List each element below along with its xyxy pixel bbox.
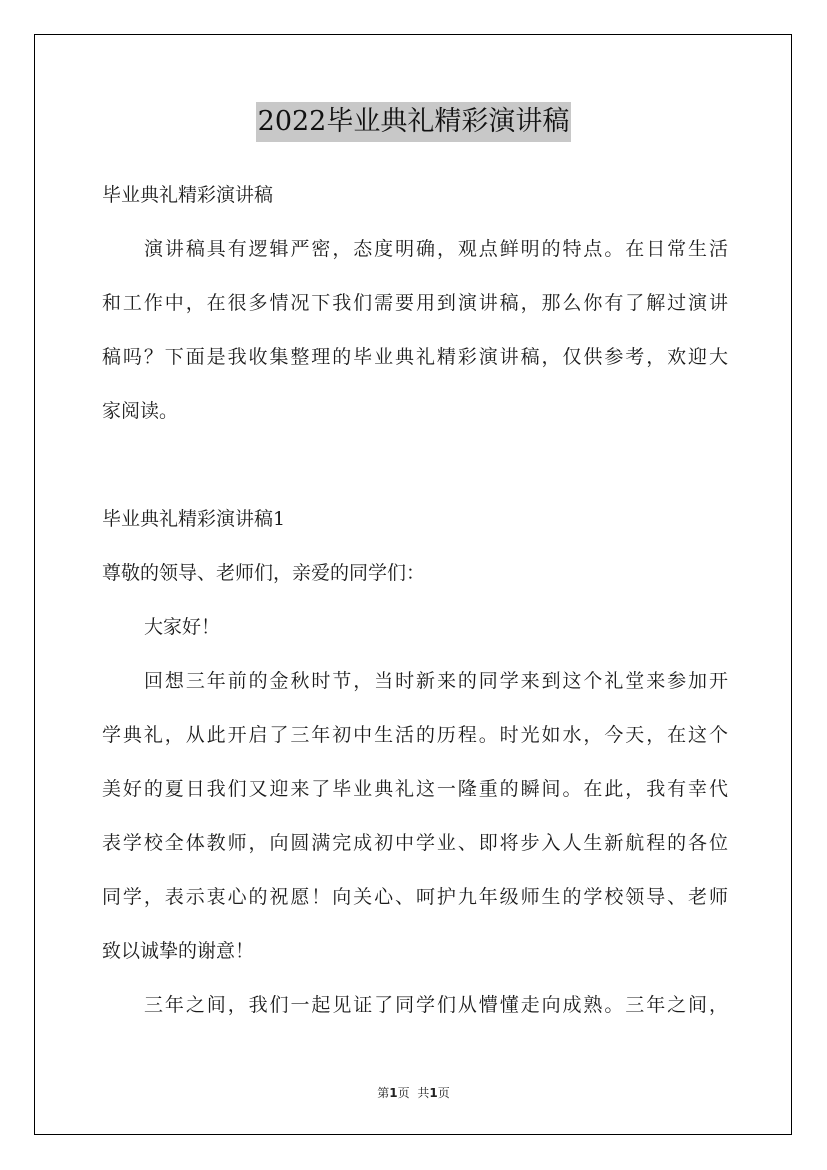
page-prefix: 第 [377,1086,390,1100]
title-area [0,102,827,142]
total-suffix: 页 [437,1086,450,1100]
page-current: 1 [389,1086,398,1100]
paragraph-line: 演讲稿具有逻辑严密，态度明确，观点鲜明的特点。在日常生活 [144,238,728,260]
total-prefix: 共 [417,1086,430,1100]
salutation-line: 尊敬的领导、老师们，亲爱的同学们： [102,562,426,584]
paragraph-line: 和工作中，在很多情况下我们需要用到演讲稿，那么你有了解过演讲 [102,292,728,314]
document-body [102,168,728,1032]
subtitle-line: 毕业典礼精彩演讲稿 [102,184,274,206]
paragraph-line: 稿吗？下面是我收集整理的毕业典礼精彩演讲稿，仅供参考，欢迎大 [102,346,728,368]
paragraph-line: 美好的夏日我们又迎来了毕业典礼这一隆重的瞬间。在此，我有幸代 [102,778,728,800]
greeting-line: 大家好！ [144,616,221,638]
paragraph-line: 回想三年前的金秋时节，当时新来的同学来到这个礼堂来参加开 [144,670,728,692]
paragraph-line: 同学，表示衷心的祝愿！向关心、呵护九年级师生的学校领导、老师 [102,886,728,908]
page-suffix: 页 [397,1086,410,1100]
document-title: 2022毕业典礼精彩演讲稿 [256,102,572,142]
page-footer [0,1084,827,1101]
paragraph-line: 学典礼，从此开启了三年初中生活的历程。时光如水，今天，在这个 [102,724,728,746]
section-heading: 毕业典礼精彩演讲稿1 [102,508,286,530]
paragraph-line: 表学校全体教师，向圆满完成初中学业、即将步入人生新航程的各位 [102,832,728,854]
paragraph-line: 家阅读。 [102,400,179,422]
paragraph-line: 三年之间，我们一起见证了同学们从懵懂走向成熟。三年之间， [144,994,728,1016]
total-pages: 1 [429,1086,438,1100]
blank-line [102,438,728,492]
paragraph-line: 致以诚挚的谢意！ [102,940,255,962]
